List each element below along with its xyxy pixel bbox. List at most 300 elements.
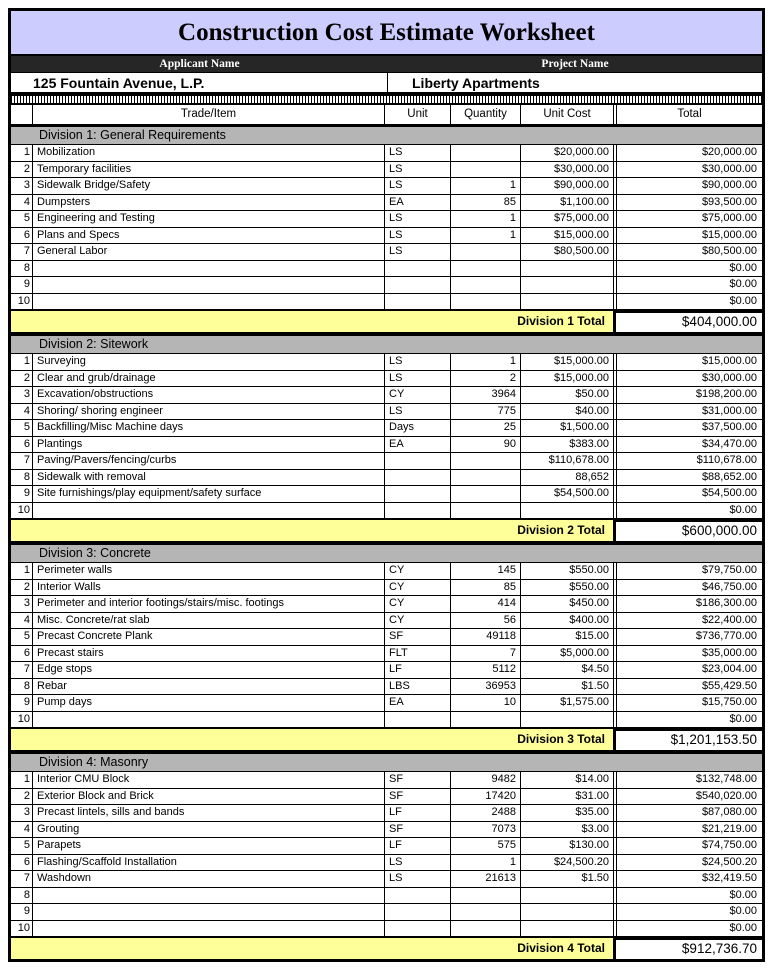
unit-cost-cell	[521, 712, 613, 728]
quantity-cell: 1	[451, 855, 521, 871]
row-number-cell: 4	[11, 613, 33, 629]
quantity-cell	[451, 486, 521, 502]
quantity-cell	[451, 503, 521, 519]
unit-cell: Days	[385, 420, 451, 436]
total-cell: $21,219.00	[613, 822, 762, 838]
table-row	[11, 178, 762, 195]
unit-cell: LF	[385, 838, 451, 854]
unit-cell: LS	[385, 354, 451, 370]
unit-cost-cell	[521, 904, 613, 920]
total-cell: $186,300.00	[613, 596, 762, 612]
unit-cell: LS	[385, 228, 451, 244]
quantity-cell: 49118	[451, 629, 521, 645]
page-title: Construction Cost Estimate Worksheet	[11, 11, 762, 56]
table-row	[11, 503, 762, 520]
unit-cost-cell: $80,500.00	[553, 245, 609, 257]
quantity-cell: 1	[451, 178, 521, 194]
quantity-cell: 2488	[451, 805, 521, 821]
row-number-cell: 3	[11, 596, 33, 612]
trade-item-cell: Plans and Specs	[33, 228, 385, 244]
quantity-cell	[451, 888, 521, 904]
unit-cell: LF	[385, 662, 451, 678]
table-row	[11, 420, 762, 437]
unit-cell: SF	[385, 629, 451, 645]
trade-item-cell	[33, 712, 385, 728]
total-cell: $15,750.00	[613, 695, 762, 711]
row-number-cell: 10	[11, 921, 33, 937]
row-number-cell: 10	[11, 503, 33, 519]
table-row	[11, 772, 762, 789]
unit-cell: LS	[385, 178, 451, 194]
unit-cost-cell: $75,000.00	[553, 212, 609, 224]
quantity-cell: 1	[451, 354, 521, 370]
table-row	[11, 404, 762, 421]
table-row	[11, 822, 762, 839]
unit-cost-cell: $1,500.00	[560, 421, 609, 433]
quantity-cell	[451, 244, 521, 260]
table-row	[11, 921, 762, 938]
trade-item-cell: Misc. Concrete/rat slab	[33, 613, 385, 629]
trade-item-cell: Flashing/Scaffold Installation	[33, 855, 385, 871]
trade-item-cell: Interior CMU Block	[33, 772, 385, 788]
unit-cost-cell: $15,000.00	[553, 228, 609, 241]
row-number-cell: 4	[11, 404, 33, 420]
unit-cell	[385, 277, 451, 293]
worksheet	[8, 8, 765, 962]
table-row	[11, 629, 762, 646]
unit-cost-cell: $383.00	[569, 437, 609, 450]
table-row	[11, 646, 762, 663]
quantity-cell: 5112	[451, 662, 521, 678]
unit-cell: SF	[385, 789, 451, 805]
division-total-value: $404,000.00	[613, 311, 762, 332]
trade-item-cell	[33, 904, 385, 920]
total-cell: $22,400.00	[613, 613, 762, 629]
division-total-value: $600,000.00	[613, 520, 762, 541]
division-header: Division 4: Masonry	[11, 752, 762, 772]
row-number-cell: 5	[11, 838, 33, 854]
name-label-band	[11, 56, 762, 73]
quantity-cell	[451, 712, 521, 728]
row-number-cell: 10	[11, 294, 33, 310]
row-number-cell: 2	[11, 371, 33, 387]
project-name-label: Project Name	[541, 58, 609, 70]
project-name-value: Liberty Apartments	[412, 74, 540, 91]
unit-cost-cell: $40.00	[575, 404, 609, 417]
trade-item-cell	[33, 294, 385, 310]
table-row	[11, 277, 762, 294]
col-unit: Unit	[385, 105, 451, 124]
table-row	[11, 145, 762, 162]
row-number-cell: 3	[11, 805, 33, 821]
trade-item-cell: Precast lintels, sills and bands	[33, 805, 385, 821]
quantity-cell: 3964	[451, 387, 521, 403]
row-number-cell: 10	[11, 712, 33, 728]
trade-item-cell: Backfilling/Misc Machine days	[33, 420, 385, 436]
total-cell: $75,000.00	[613, 211, 762, 227]
total-cell: $30,000.00	[613, 162, 762, 178]
unit-cost-cell: 88,652	[575, 470, 609, 483]
quantity-cell: 21613	[451, 871, 521, 887]
unit-cell: LS	[385, 871, 451, 887]
trade-item-cell: Temporary facilities	[33, 162, 385, 178]
quantity-cell: 9482	[451, 772, 521, 788]
table-row	[11, 387, 762, 404]
unit-cost-cell: $15,000.00	[553, 371, 609, 384]
unit-cost-cell: $1,575.00	[560, 696, 609, 708]
quantity-cell: 1	[451, 211, 521, 227]
unit-cell: LS	[385, 145, 451, 161]
table-row	[11, 712, 762, 729]
quantity-cell: 56	[451, 613, 521, 629]
row-number-cell: 2	[11, 580, 33, 596]
quantity-cell	[451, 904, 521, 920]
division-total-label: Division 1 Total	[11, 311, 613, 332]
row-number-cell: 5	[11, 420, 33, 436]
trade-item-cell: Site furnishings/play equipment/safety surface	[33, 486, 385, 502]
unit-cost-cell: $1.50	[581, 872, 609, 884]
row-number-cell: 1	[11, 354, 33, 370]
total-cell: $540,020.00	[613, 789, 762, 805]
total-cell: $110,678.00	[613, 453, 762, 469]
row-number-cell: 9	[11, 904, 33, 920]
unit-cost-cell: $15.00	[575, 630, 609, 642]
division-total-row	[11, 728, 762, 750]
trade-item-cell: Plantings	[33, 437, 385, 453]
trade-item-cell	[33, 888, 385, 904]
total-cell: $80,500.00	[613, 244, 762, 260]
trade-item-cell: Grouting	[33, 822, 385, 838]
table-row	[11, 261, 762, 278]
trade-item-cell	[33, 921, 385, 937]
trade-item-cell: Dumpsters	[33, 195, 385, 211]
table-row	[11, 789, 762, 806]
quantity-cell: 36953	[451, 679, 521, 695]
quantity-cell: 775	[451, 404, 521, 420]
total-cell: $0.00	[613, 503, 762, 519]
table-row	[11, 195, 762, 212]
unit-cell: EA	[385, 695, 451, 711]
col-row-number	[11, 105, 33, 124]
trade-item-cell: Excavation/obstructions	[33, 387, 385, 403]
trade-item-cell: Pump days	[33, 695, 385, 711]
total-cell: $87,080.00	[613, 805, 762, 821]
table-row	[11, 805, 762, 822]
name-values-row	[11, 73, 762, 94]
unit-cell: EA	[385, 195, 451, 211]
quantity-cell: 85	[451, 195, 521, 211]
unit-cell: LS	[385, 211, 451, 227]
trade-item-cell: Edge stops	[33, 662, 385, 678]
unit-cost-cell: $54,500.00	[553, 487, 609, 499]
table-row	[11, 211, 762, 228]
unit-cost-cell	[521, 921, 613, 937]
trade-item-cell: Shoring/ shoring engineer	[33, 404, 385, 420]
row-number-cell: 9	[11, 695, 33, 711]
total-cell: $198,200.00	[613, 387, 762, 403]
unit-cell: LS	[385, 404, 451, 420]
unit-cell: CY	[385, 387, 451, 403]
table-row	[11, 228, 762, 245]
quantity-cell: 25	[451, 420, 521, 436]
row-number-cell: 8	[11, 679, 33, 695]
table-row	[11, 354, 762, 371]
unit-cost-cell: $15,000.00	[553, 355, 609, 367]
unit-cost-cell: $4.50	[581, 663, 609, 675]
unit-cost-cell: $31.00	[575, 789, 609, 802]
table-row	[11, 662, 762, 679]
unit-cell: CY	[385, 613, 451, 629]
quantity-cell	[451, 470, 521, 486]
unit-cell	[385, 486, 451, 502]
table-row	[11, 596, 762, 613]
total-cell: $93,500.00	[613, 195, 762, 211]
row-number-cell: 1	[11, 145, 33, 161]
quantity-cell	[451, 921, 521, 937]
unit-cell: EA	[385, 437, 451, 453]
unit-cost-cell	[521, 888, 613, 904]
unit-cell: SF	[385, 772, 451, 788]
table-row	[11, 470, 762, 487]
unit-cell	[385, 503, 451, 519]
col-trade-item: Trade/Item	[33, 105, 385, 124]
applicant-name-value: 125 Fountain Avenue, L.P.	[11, 73, 388, 92]
unit-cell	[385, 261, 451, 277]
trade-item-cell: Rebar	[33, 679, 385, 695]
total-cell: $34,470.00	[613, 437, 762, 453]
table-row	[11, 695, 762, 712]
table-row	[11, 437, 762, 454]
row-number-cell: 6	[11, 855, 33, 871]
division-total-value: $1,201,153.50	[613, 729, 762, 750]
col-quantity: Quantity	[451, 105, 521, 124]
col-unit-cost: Unit Cost	[543, 108, 591, 120]
trade-item-cell	[33, 277, 385, 293]
total-cell: $736,770.00	[613, 629, 762, 645]
unit-cost-cell: $50.00	[575, 388, 609, 400]
table-row	[11, 486, 762, 503]
row-number-cell: 1	[11, 563, 33, 579]
quantity-cell	[451, 261, 521, 277]
row-number-cell: 2	[11, 789, 33, 805]
unit-cost-cell: $24,500.20	[553, 855, 609, 868]
total-cell: $88,652.00	[613, 470, 762, 486]
quantity-cell	[451, 277, 521, 293]
unit-cell: LS	[385, 855, 451, 871]
row-number-cell: 9	[11, 277, 33, 293]
division-section	[11, 334, 762, 543]
unit-cell: LS	[385, 244, 451, 260]
quantity-cell: 2	[451, 371, 521, 387]
total-cell: $30,000.00	[613, 371, 762, 387]
total-cell: $46,750.00	[613, 580, 762, 596]
division-total-row	[11, 310, 762, 332]
trade-item-cell: Clear and grub/drainage	[33, 371, 385, 387]
trade-item-cell: Precast stairs	[33, 646, 385, 662]
total-cell: $132,748.00	[613, 772, 762, 788]
table-row	[11, 580, 762, 597]
row-number-cell: 2	[11, 162, 33, 178]
division-section	[11, 543, 762, 752]
column-header-row	[11, 105, 762, 125]
total-cell: $74,750.00	[613, 838, 762, 854]
unit-cell: SF	[385, 822, 451, 838]
row-number-cell: 3	[11, 387, 33, 403]
quantity-cell: 85	[451, 580, 521, 596]
trade-item-cell	[33, 503, 385, 519]
quantity-cell: 90	[451, 437, 521, 453]
unit-cost-cell: $400.00	[569, 613, 609, 626]
row-number-cell: 8	[11, 888, 33, 904]
total-cell: $24,500.20	[613, 855, 762, 871]
total-cell: $37,500.00	[613, 420, 762, 436]
division-total-label: Division 4 Total	[11, 938, 613, 959]
total-cell: $20,000.00	[613, 145, 762, 161]
row-number-cell: 8	[11, 470, 33, 486]
unit-cost-cell: $35.00	[575, 806, 609, 818]
unit-cell: FLT	[385, 646, 451, 662]
table-row	[11, 294, 762, 311]
quantity-cell	[451, 453, 521, 469]
table-row	[11, 453, 762, 470]
quantity-cell: 7	[451, 646, 521, 662]
division-section	[11, 125, 762, 334]
trade-item-cell: Engineering and Testing	[33, 211, 385, 227]
unit-cost-cell: $3.00	[581, 822, 609, 835]
total-cell: $54,500.00	[613, 486, 762, 502]
row-number-cell: 7	[11, 662, 33, 678]
total-cell: $0.00	[613, 888, 762, 904]
quantity-cell: 1	[451, 228, 521, 244]
row-number-cell: 9	[11, 486, 33, 502]
unit-cost-cell: $130.00	[569, 839, 609, 851]
trade-item-cell: Surveying	[33, 354, 385, 370]
total-cell: $31,000.00	[613, 404, 762, 420]
unit-cell: LF	[385, 805, 451, 821]
table-row	[11, 855, 762, 872]
unit-cell: LS	[385, 162, 451, 178]
table-row	[11, 904, 762, 921]
unit-cost-cell: $1,100.00	[560, 195, 609, 208]
trade-item-cell: Sidewalk with removal	[33, 470, 385, 486]
unit-cost-cell: $110,678.00	[548, 454, 609, 466]
unit-cost-cell	[521, 261, 613, 277]
row-number-cell: 5	[11, 629, 33, 645]
trade-item-cell: Perimeter walls	[33, 563, 385, 579]
total-cell: $15,000.00	[613, 228, 762, 244]
total-cell: $90,000.00	[613, 178, 762, 194]
trade-item-cell: Washdown	[33, 871, 385, 887]
row-number-cell: 4	[11, 195, 33, 211]
row-number-cell: 7	[11, 453, 33, 469]
table-row	[11, 679, 762, 696]
division-total-value: $912,736.70	[613, 938, 762, 959]
trade-item-cell: Mobilization	[33, 145, 385, 161]
row-number-cell: 6	[11, 646, 33, 662]
table-row	[11, 563, 762, 580]
row-number-cell: 6	[11, 437, 33, 453]
quantity-cell	[451, 294, 521, 310]
quantity-cell: 145	[451, 563, 521, 579]
unit-cell	[385, 453, 451, 469]
row-number-cell: 6	[11, 228, 33, 244]
unit-cell	[385, 712, 451, 728]
row-number-cell: 5	[11, 211, 33, 227]
unit-cost-cell	[521, 277, 613, 293]
unit-cost-cell: $14.00	[575, 773, 609, 785]
unit-cell	[385, 888, 451, 904]
unit-cost-cell	[521, 503, 613, 519]
total-cell: $0.00	[613, 277, 762, 293]
unit-cell	[385, 470, 451, 486]
unit-cost-cell: $20,000.00	[553, 146, 609, 158]
trade-item-cell: General Labor	[33, 244, 385, 260]
table-row	[11, 838, 762, 855]
division-total-label: Division 2 Total	[11, 520, 613, 541]
trade-item-cell: Interior Walls	[33, 580, 385, 596]
total-cell: $79,750.00	[613, 563, 762, 579]
unit-cell	[385, 294, 451, 310]
quantity-cell: 414	[451, 596, 521, 612]
table-row	[11, 871, 762, 888]
trade-item-cell: Parapets	[33, 838, 385, 854]
row-number-cell: 1	[11, 772, 33, 788]
division-section	[11, 752, 762, 959]
trade-item-cell: Sidewalk Bridge/Safety	[33, 178, 385, 194]
division-header: Division 1: General Requirements	[11, 125, 762, 145]
trade-item-cell	[33, 261, 385, 277]
quantity-cell: 10	[451, 695, 521, 711]
unit-cell: LBS	[385, 679, 451, 695]
divider-stripe	[11, 94, 762, 105]
row-number-cell: 7	[11, 244, 33, 260]
unit-cell: LS	[385, 371, 451, 387]
unit-cost-cell: $1.50	[581, 679, 609, 692]
division-header: Division 3: Concrete	[11, 543, 762, 563]
total-cell: $0.00	[613, 261, 762, 277]
row-number-cell: 8	[11, 261, 33, 277]
division-total-label: Division 3 Total	[11, 729, 613, 750]
trade-item-cell: Exterior Block and Brick	[33, 789, 385, 805]
trade-item-cell: Perimeter and interior footings/stairs/misc. footings	[33, 596, 385, 612]
applicant-name-label: Applicant Name	[159, 58, 240, 70]
quantity-cell	[451, 162, 521, 178]
total-cell: $35,000.00	[613, 646, 762, 662]
row-number-cell: 7	[11, 871, 33, 887]
unit-cell	[385, 904, 451, 920]
table-row	[11, 613, 762, 630]
division-header: Division 2: Sitework	[11, 334, 762, 354]
division-total-row	[11, 937, 762, 959]
col-total: Total	[613, 105, 762, 124]
unit-cost-cell: $550.00	[569, 580, 609, 593]
total-cell: $0.00	[613, 904, 762, 920]
quantity-cell	[451, 145, 521, 161]
unit-cell: CY	[385, 580, 451, 596]
unit-cell: CY	[385, 596, 451, 612]
unit-cost-cell	[521, 294, 613, 310]
total-cell: $32,419.50	[613, 871, 762, 887]
table-row	[11, 244, 762, 261]
division-total-row	[11, 519, 762, 541]
quantity-cell: 575	[451, 838, 521, 854]
quantity-cell: 7073	[451, 822, 521, 838]
total-cell: $23,004.00	[613, 662, 762, 678]
trade-item-cell: Paving/Pavers/fencing/curbs	[33, 453, 385, 469]
unit-cell	[385, 921, 451, 937]
row-number-cell: 3	[11, 178, 33, 194]
unit-cost-cell: $5,000.00	[560, 646, 609, 659]
